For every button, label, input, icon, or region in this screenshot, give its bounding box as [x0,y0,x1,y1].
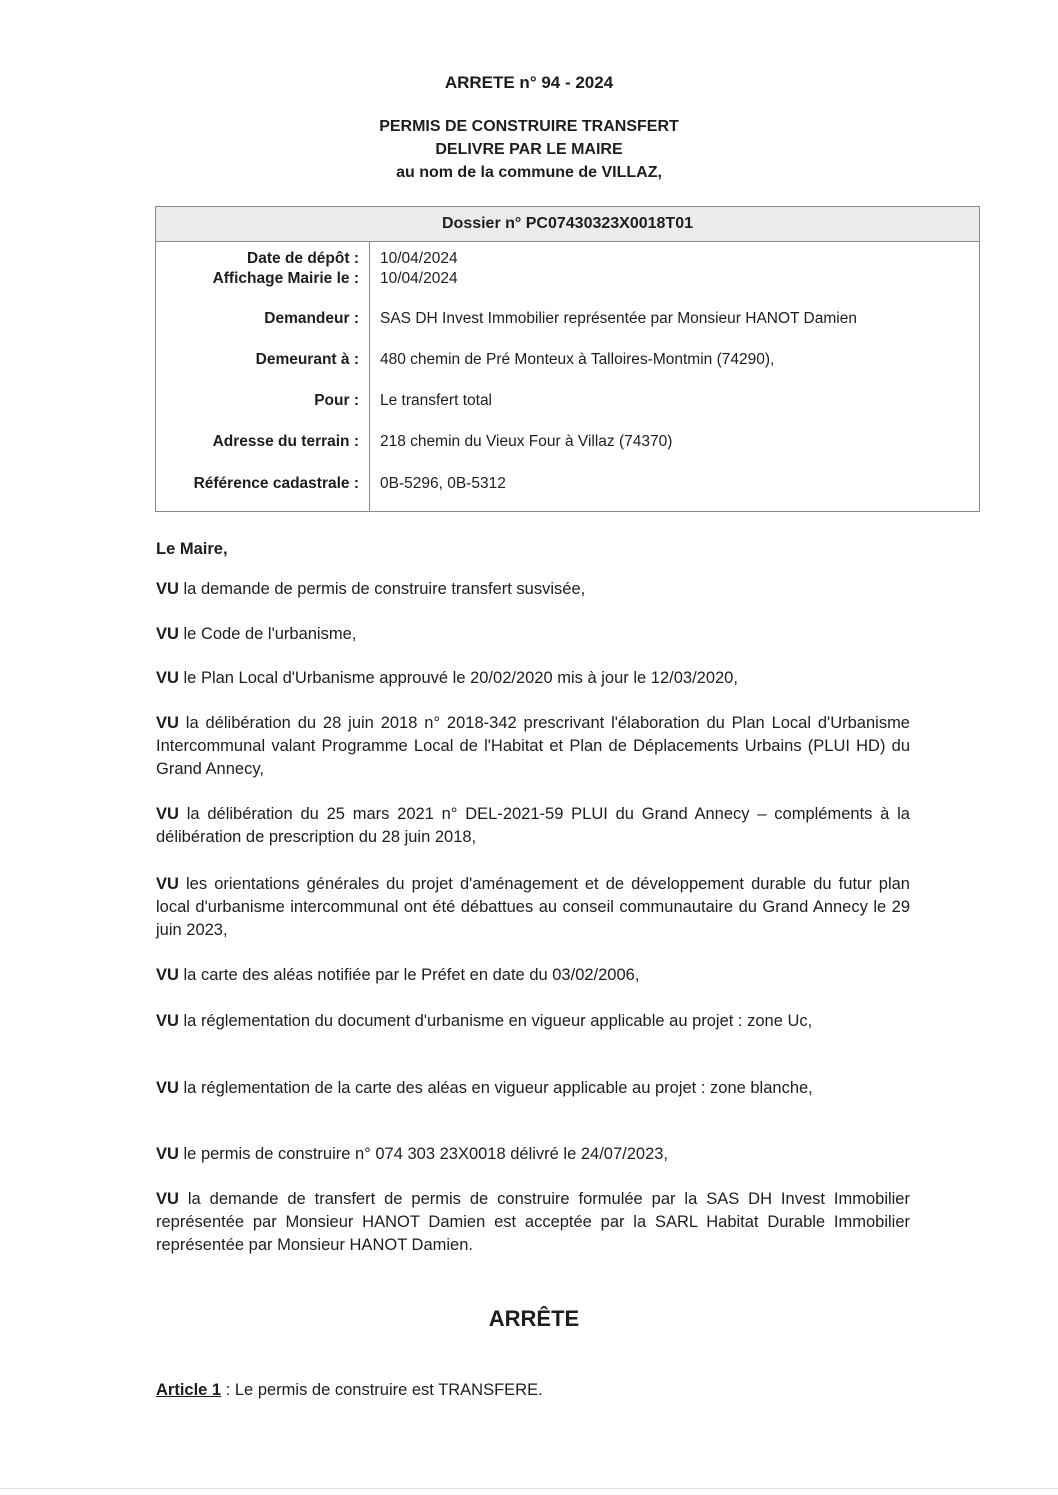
visa-item [156,1188,910,1257]
label-affichage: Affichage Mairie le : [212,270,359,287]
value-pour: Le transfert total [380,392,493,409]
vu-label: VU [156,1190,179,1208]
value-adresse-terrain: 218 chemin du Vieux Four à Villaz (74370) [380,433,673,450]
visa-item [156,712,910,781]
visa-text: la demande de permis de construire transfert susvisée, [183,580,586,598]
vu-label: VU [156,966,179,984]
visa-text: le Plan Local d'Urbanisme approuvé le 20/02/2020 mis à jour le 12/03/2020, [183,669,738,687]
column-divider [369,241,370,511]
visa-item [156,667,910,690]
arrete-title: ARRETE n° 94 - 2024 [444,73,614,92]
visa-item [156,623,910,646]
label-demeurant: Demeurant à : [255,351,359,368]
visa-item [156,578,910,601]
vu-label: VU [156,1145,179,1163]
dossier-box [155,206,980,512]
visa-item [156,1077,910,1100]
vu-label: VU [156,805,179,823]
permit-type-line: PERMIS DE CONSTRUIRE TRANSFERT [379,118,679,135]
dossier-heading: Dossier n° PC07430323X0018T01 [156,207,979,242]
vu-label: VU [156,669,179,687]
issuer-line: DELIVRE PAR LE MAIRE [435,141,623,158]
vu-label: VU [156,1012,179,1030]
label-demandeur: Demandeur : [264,310,359,327]
visa-item [156,803,910,849]
visa-item [156,1143,910,1166]
salutation: Le Maire, [156,540,228,558]
visa-text: la réglementation de la carte des aléas en vigueur applicable au projet : zone blanche, [183,1079,813,1097]
visa-text: les orientations générales du projet d'aménagement et de développement durable du futur plan local d'urbanisme intercommunal ont été débattues au conseil communautaire du Grand Annecy le 29 juin 2023, [156,875,910,939]
vu-label: VU [156,1079,179,1097]
decision-heading: ARRÊTE [488,1306,580,1331]
value-date-depot: 10/04/2024 [380,250,458,267]
visa-item [156,964,910,987]
vu-label: VU [156,875,179,893]
label-reference-cadastrale: Référence cadastrale : [193,475,359,492]
vu-label: VU [156,714,179,732]
label-date-depot: Date de dépôt : [247,250,359,267]
visa-text: la délibération du 25 mars 2021 n° DEL-2021-59 PLUI du Grand Annecy – compléments à la délibération de prescription du 28 juin 2018, [156,805,910,846]
article-1-label: Article 1 [156,1381,222,1399]
visa-text: le Code de l'urbanisme, [183,625,357,643]
visa-text: le permis de construire n° 074 303 23X0018 délivré le 24/07/2023, [183,1145,669,1163]
label-adresse-terrain: Adresse du terrain : [212,433,359,450]
value-affichage: 10/04/2024 [380,270,458,287]
vu-label: VU [156,625,179,643]
visa-text: la demande de transfert de permis de construire formulée par la SAS DH Invest Immobilier représentée par Monsieur HANOT Damien est acceptée par la SARL Habitat Durable Immobilier représentée par Monsieur HANOT Damien. [156,1190,910,1254]
value-reference-cadastrale: 0B-5296, 0B-5312 [380,475,506,492]
commune-line: au nom de la commune de VILLAZ, [396,164,662,181]
page-edge-line [0,1488,1058,1489]
value-demandeur: SAS DH Invest Immobilier représentée par Monsieur HANOT Damien [380,310,857,327]
visa-text: la délibération du 28 juin 2018 n° 2018-342 prescrivant l'élaboration du Plan Local d'Urbanisme Intercommunal valant Programme Local de l'Habitat et Plan de Déplacements Urbains (PLUI HD) du Grand Annecy, [156,714,910,778]
visa-item [156,1010,910,1033]
vu-label: VU [156,580,179,598]
article-1-text: : Le permis de construire est TRANSFERE. [221,1381,543,1399]
visa-item [156,873,910,942]
label-pour: Pour : [314,392,359,409]
visa-text: la réglementation du document d'urbanisme en vigueur applicable au projet : zone Uc, [183,1012,813,1030]
visa-text: la carte des aléas notifiée par le Préfet en date du 03/02/2006, [183,966,640,984]
article-1 [156,1379,910,1402]
value-demeurant: 480 chemin de Pré Monteux à Talloires-Montmin (74290), [380,351,775,368]
